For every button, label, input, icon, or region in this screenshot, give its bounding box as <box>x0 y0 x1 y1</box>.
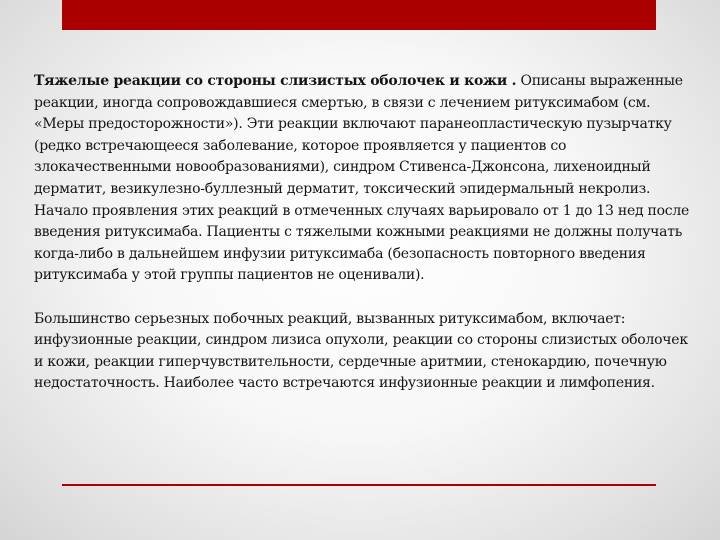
paragraph-heading: Тяжелые реакции со стороны слизистых оболочек и кожи . <box>34 73 517 89</box>
top-accent-bar <box>62 0 656 30</box>
paragraph-body: Описаны выраженные реакции, иногда сопровождавшиеся смертью, в связи с лечением ритуксимабом (см. «Меры предосторожности»). Эти реакции включают паранеопластическую пузырчатку (редко встречающееся заболевание, которое проявляется у пациентов со злокачественными новообразованиями), синдром Стивенса-Джонсона, лихеноидный дерматит, везикулезно-буллезный дерматит, токсический эпидермальный некролиз. Начало проявления этих реакций в отмеченных случаях варьировало от 1 до 13 нед после введения ритуксимаба. Пациенты с тяжелыми кожными реакциями не должны получать когда-либо в дальнейшем инфузии ритуксимаба (безопасность повторного введения ритуксимаба у этой группы пациентов не оценивали). <box>34 73 690 284</box>
bottom-divider-line <box>62 484 656 486</box>
paragraph-severe-reactions <box>34 71 690 287</box>
paragraph-serious-adverse-reactions: Большинство серьезных побочных реакций, вызванных ритуксимабом, включает: инфузионные реакции, синдром лизиса опухоли, реакции со стороны слизистых оболочек и кожи, реакции гиперчувствительности, сердечные аритмии, стенокардию, почечную недостаточность. Наиболее часто встречаются инфузионные реакции и лимфопения. <box>34 310 688 392</box>
slide-text <box>34 71 690 395</box>
